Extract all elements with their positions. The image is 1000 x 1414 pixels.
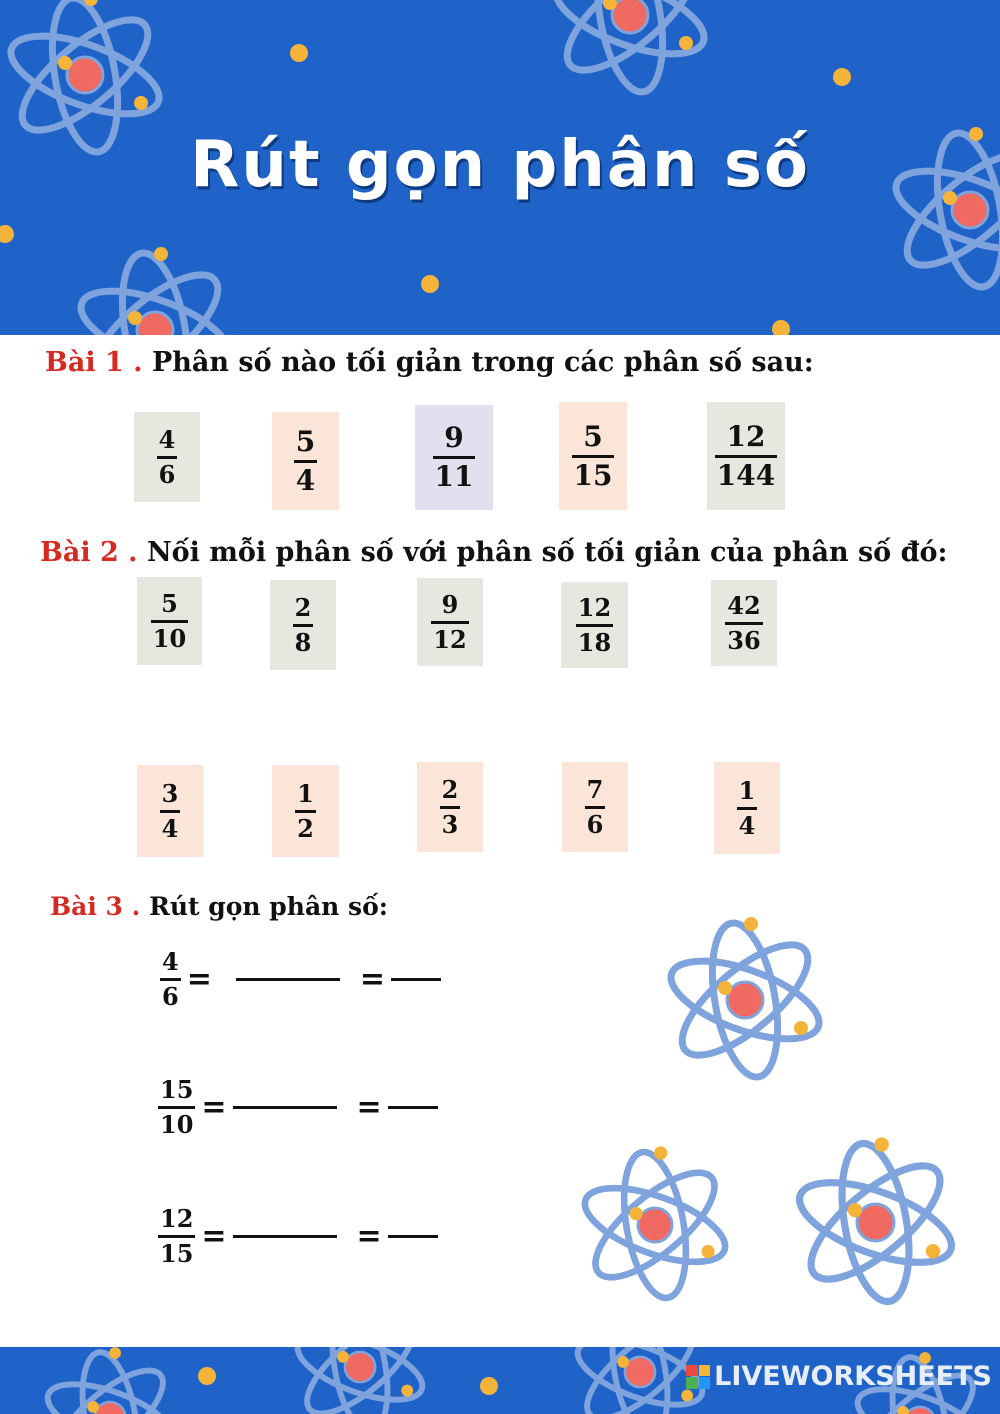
- bai2-bottom-card-3[interactable]: $\frac{2}{3}$: [417, 762, 483, 852]
- bai2-bottom-card-2[interactable]: $\frac{1}{2}$: [272, 765, 339, 857]
- watermark: LIVEWORKSHEETS: [686, 1361, 992, 1392]
- answer-blank-1[interactable]: [233, 1235, 337, 1238]
- bai3-fraction: $\frac{15}{10}$: [160, 1075, 194, 1139]
- bai3-heading: [50, 892, 388, 921]
- answer-blank-2[interactable]: [388, 1106, 438, 1109]
- bai3-fraction: $\frac{12}{15}$: [160, 1204, 194, 1268]
- atom-icon: [280, 1347, 440, 1414]
- decor-dot: [480, 1377, 498, 1395]
- bai1-label: Bài 1 .: [45, 347, 143, 378]
- bai3-fraction: $\frac{4}{6}$: [162, 947, 179, 1011]
- header-banner: [0, 0, 1000, 335]
- bai2-top-card-5[interactable]: $\frac{42}{36}$: [711, 580, 777, 666]
- bai2-top-card-3[interactable]: $\frac{9}{12}$: [417, 578, 483, 666]
- bai2-bottom-card-5[interactable]: $\frac{1}{4}$: [714, 762, 780, 854]
- bai2-top-card-4[interactable]: $\frac{12}{18}$: [561, 582, 628, 668]
- decor-dot: [198, 1367, 216, 1385]
- bai1-card-5[interactable]: $\frac{12}{144}$: [707, 402, 785, 510]
- bai1-card-4[interactable]: $\frac{5}{15}$: [559, 402, 627, 510]
- bai3-label: Bài 3 .: [50, 892, 141, 921]
- bai2-label: Bài 2 .: [40, 537, 138, 568]
- decor-dot: [421, 275, 439, 293]
- answer-blank-2[interactable]: [388, 1235, 438, 1238]
- bai2-text: Nối mỗi phân số với phân số tối giản của phân số đó:: [146, 537, 948, 568]
- answer-blank-1[interactable]: [233, 1106, 337, 1109]
- answer-blank-1[interactable]: [236, 978, 340, 981]
- bai1-card-3[interactable]: $\frac{9}{11}$: [415, 405, 493, 510]
- bai2-bottom-card-4[interactable]: $\frac{7}{6}$: [562, 762, 628, 852]
- bai2-top-card-1[interactable]: $\frac{5}{10}$: [137, 577, 202, 665]
- page-title: Rút gọn phân số: [190, 128, 810, 202]
- bai2-heading: [40, 537, 947, 568]
- bai2-top-card-2[interactable]: $\frac{2}{8}$: [270, 580, 336, 670]
- decor-dot: [0, 225, 14, 243]
- atom-icon: [30, 1347, 190, 1414]
- decor-dot: [772, 320, 790, 335]
- decor-dot: [290, 44, 308, 62]
- liveworksheets-logo-icon: [686, 1365, 710, 1389]
- atom-icon: [60, 235, 250, 335]
- atom-icon: [778, 1125, 973, 1320]
- bai1-card-2[interactable]: $\frac{5}{4}$: [272, 412, 339, 510]
- bai3-exercise-1: $\frac{4}{6}$ = =: [160, 950, 441, 1009]
- bai3-exercise-2: $\frac{15}{10}$ = =: [158, 1078, 438, 1137]
- atom-icon: [535, 0, 725, 110]
- footer-banner: [0, 1347, 1000, 1414]
- atom-icon: [650, 905, 840, 1095]
- atom-icon: [565, 1135, 745, 1315]
- bai1-card-1[interactable]: $\frac{4}{6}$: [134, 412, 200, 502]
- bai3-text: Rút gọn phân số:: [149, 892, 389, 921]
- bai2-bottom-card-1[interactable]: $\frac{3}{4}$: [137, 765, 203, 857]
- bai3-exercise-3: $\frac{12}{15}$ = =: [158, 1207, 438, 1266]
- bai1-heading: [45, 347, 814, 378]
- bai1-text: Phân số nào tối giản trong các phân số sau:: [151, 347, 814, 378]
- answer-blank-2[interactable]: [391, 978, 441, 981]
- decor-dot: [833, 68, 851, 86]
